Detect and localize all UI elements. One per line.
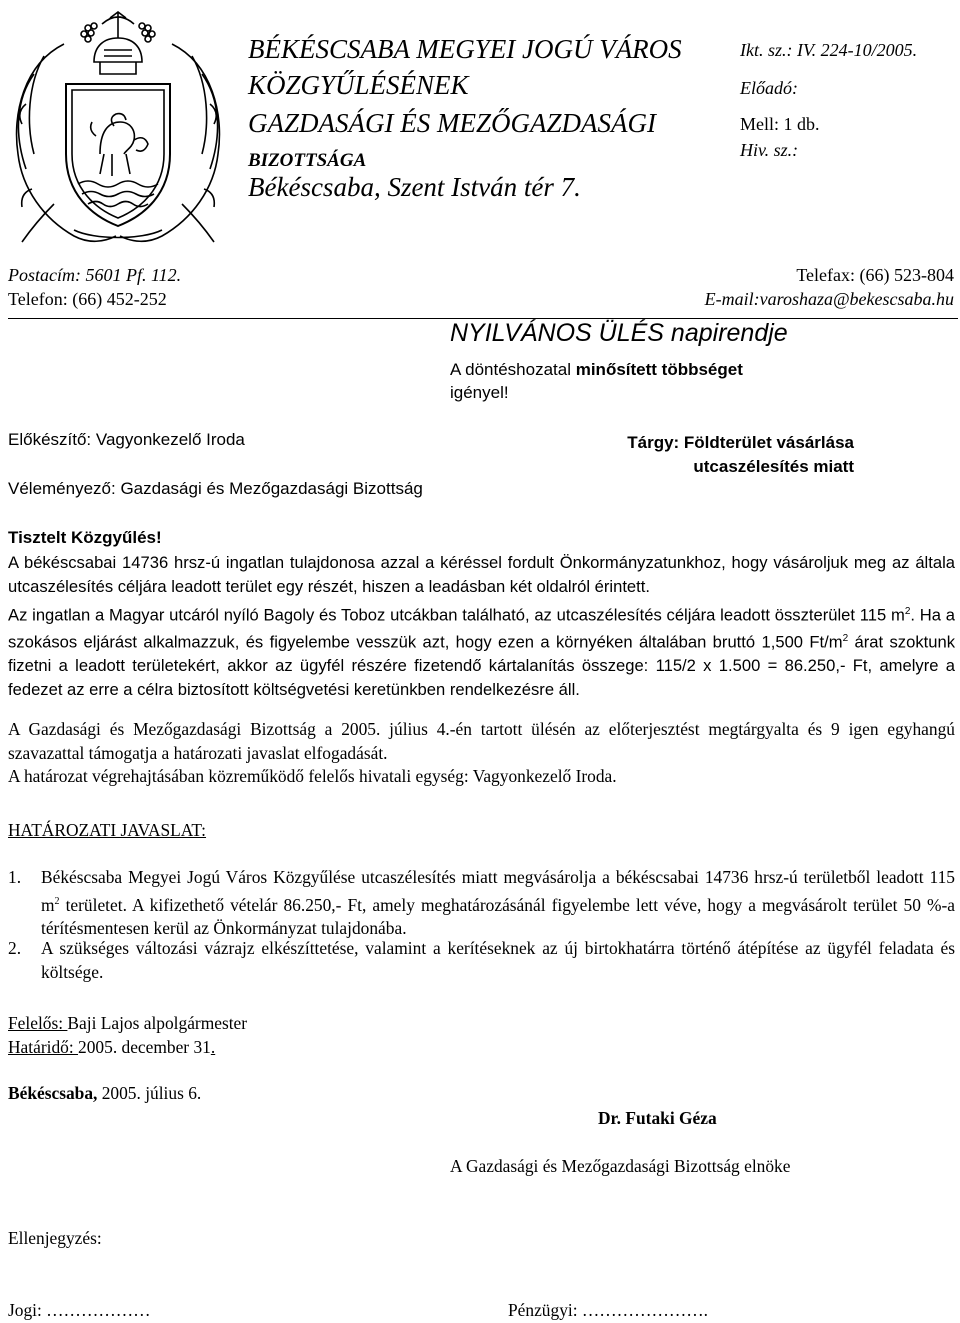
jogi: Jogi: ……………… [8, 1300, 151, 1320]
contact-email: E-mail:varoshaza@bekescsaba.hu [704, 289, 954, 309]
reference-ikt: Ikt. sz.: IV. 224-10/2005. [740, 40, 918, 60]
penzugyi: Pénzügyi: …………………. [508, 1300, 708, 1320]
session-title [450, 319, 788, 348]
velemenyezo: Véleményező: Gazdasági és Mezőgazdasági Bizottság [8, 479, 423, 498]
contact-telefon: Telefon: (66) 452-252 [8, 289, 167, 309]
resolution-item-1-b: területet. A kifizethető vételár 86.250,- Ft, amely meghatározásánál figyelembe lett véve, hogy a megvásárolt terület 50 %-a térítésmentesen kerül az Önkormányzat tulajdonába. [41, 894, 955, 938]
resolution-item-2 [8, 937, 955, 984]
resolution-item-1 [8, 866, 955, 940]
closing-date-value: 2005. július 6. [97, 1083, 202, 1103]
contact-telefax: Telefax: (66) 523-804 [796, 265, 954, 285]
felelos [8, 1013, 247, 1034]
reference-hiv: Hiv. sz.: [740, 140, 799, 160]
elokeszito: Előkészítő: Vagyonkezelő Iroda [8, 430, 245, 449]
body-paragraph-4: A határozat végrehajtásában közreműködő felelős hivatali egység: Vagyonkezelő Iroda. [8, 766, 617, 786]
hatarido-value: 2005. december 31 [78, 1037, 211, 1057]
reference-eloado: Előadó: [740, 78, 798, 98]
felelos-value: Baji Lajos alpolgármester [67, 1013, 248, 1033]
body-p2-b: . Ha a szokásos eljárást alkalmazzuk, és figyelembe vesszük azt, hogy ezen a környéken általában bruttó 1,500 Ft/m [8, 605, 955, 652]
reference-mell: Mell: 1 db. [740, 114, 820, 134]
session-note-end: igényel! [450, 383, 509, 402]
body-paragraph-1: A békéscsabai 14736 hrsz-ú ingatlan tulajdonosa azzal a kéréssel fordult Önkormányzatunkhoz, hogy vásároljuk meg az általa utcaszélesítés céljára leadott terület egy részét, hiszen a leadásban két oldalról érintett. [8, 553, 955, 596]
header-line-5: Békéscsaba, Szent István tér 7. [248, 172, 581, 202]
hatarido-dot: . [210, 1037, 216, 1057]
ellenjegyzes: Ellenjegyzés: [8, 1228, 102, 1248]
header-line-4: BIZOTTSÁGA [248, 150, 367, 171]
coat-of-arms-icon [4, 4, 232, 248]
resolution-item-1-sup: 2 [54, 895, 60, 907]
resolution-item-number: 1. [8, 867, 22, 887]
resolution-item-1-a: Békéscsaba Megyei Jogú Város Közgyűlése utcaszélesítés miatt megvásárolja a békéscsabai 14736 hrsz-ú területből leadott 115 m [41, 867, 955, 915]
body-p2-a: Az ingatlan a Magyar utcáról nyíló Bagoly és Toboz utcákban található, az utcaszélesítés céljára leadott összterület 115 m [8, 605, 905, 625]
body-p2-sup-2: 2 [842, 633, 849, 645]
signer-title: A Gazdasági és Mezőgazdasági Bizottság elnöke [450, 1156, 791, 1176]
contact-postacim: Postacím: 5601 Pf. 112. [8, 265, 182, 285]
hatarido [8, 1037, 215, 1058]
body-paragraph-3: A Gazdasági és Mezőgazdasági Bizottság a 2005. július 4.-én tartott ülésén az előterjesztést megtárgyalta és 9 igen egyhangú szavazattal támogatja a határozati javaslat elfogadását. [8, 719, 955, 763]
subject [598, 431, 854, 479]
hatarido-label: Határidő: [8, 1037, 79, 1057]
session-note-text: A döntéshozatal [450, 360, 576, 379]
subject-line-2: utcaszélesítés miatt [693, 457, 854, 476]
session-title-rest: napirendje [663, 319, 788, 347]
session-note [450, 358, 790, 404]
session-title-main: NYILVÁNOS ÜLÉS [450, 319, 664, 347]
closing-place: Békéscsaba, [8, 1083, 98, 1103]
body-p2-sup-1: 2 [904, 606, 911, 617]
body-paragraph-2 [8, 600, 955, 701]
signer-name: Dr. Futaki Géza [598, 1108, 717, 1128]
felelos-label: Felelős: [8, 1013, 68, 1033]
closing-date [8, 1083, 201, 1104]
header-line-1: BÉKÉSCSABA MEGYEI JOGÚ VÁROS [248, 34, 682, 64]
header-line-2: KÖZGYŰLÉSÉNEK [248, 70, 469, 100]
resolution-item-text: A szükséges változási vázrajz elkészíttetése, valamint a kerítéseknek az új birtokhatárra történő átépítése az ügyfél feladata és költsége. [41, 938, 955, 982]
header-line-3: GAZDASÁGI ÉS MEZŐGAZDASÁGI [248, 108, 656, 138]
resolution-item-number: 2. [8, 938, 22, 958]
resolution-item-text [41, 866, 955, 940]
body-p2-c: árat szoktunk fizetni a leadott területekért, akkor az ügyfél részére fizetendő kártalanítás összege: 115/2 x 1.500 = 86.250,- Ft, amelyre a fedezet az erre a célra biztosított költségvetési keretünkben rendelkezésre áll. [8, 632, 955, 699]
session-note-bold: minősített többséget [575, 360, 743, 379]
subject-line-1: Tárgy: Földterület vásárlása [627, 433, 854, 452]
resolution-heading: HATÁROZATI JAVASLAT: [8, 820, 207, 840]
salutation: Tisztelt Közgyűlés! [8, 528, 162, 547]
